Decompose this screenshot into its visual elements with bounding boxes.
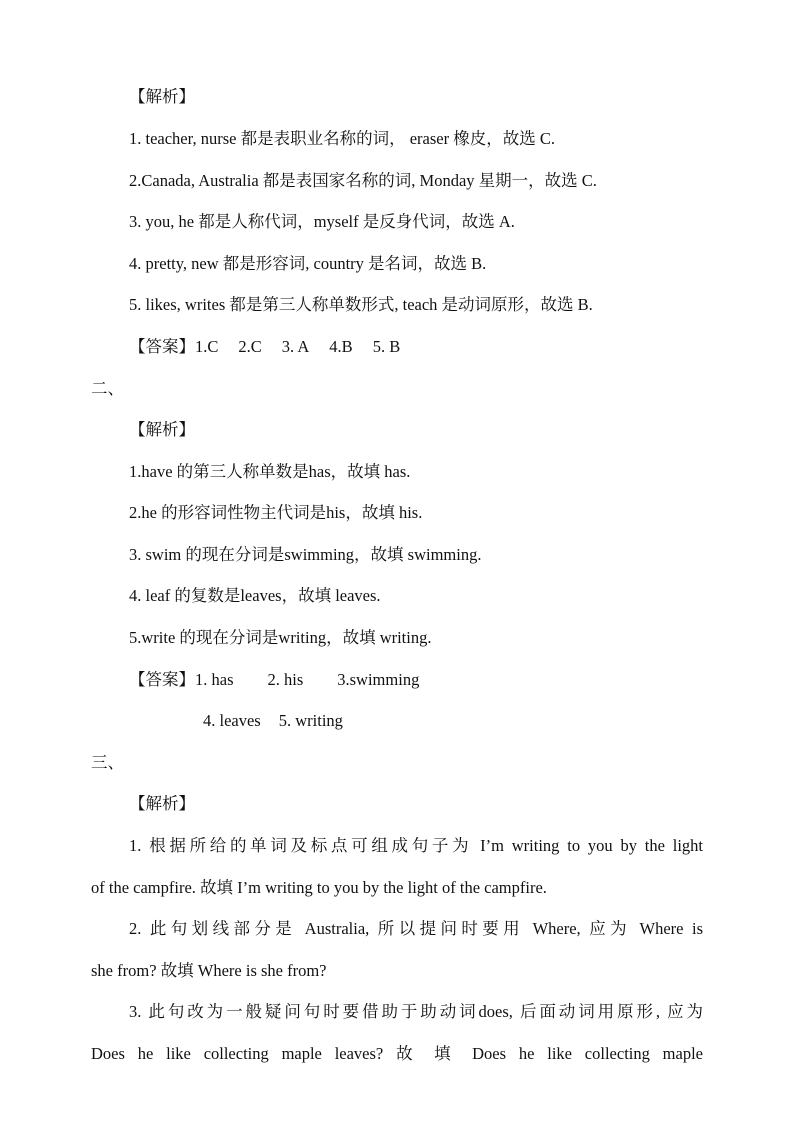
section3-number: 三、 [91, 753, 124, 772]
section1-analysis-heading: 【解析】 [129, 87, 195, 106]
section1-item-2: 2.Canada, Australia 都是表国家名称的词, Monday 星期一，故选 C. [129, 171, 597, 190]
answer-4: 4. leaves [203, 711, 261, 730]
section3-p2-line2: she from? 故填 Where is she from? [91, 961, 327, 980]
section2-item-4: 4. leaf 的复数是leaves，故填 leaves. [129, 586, 381, 605]
section3-p1-line2: of the campfire. 故填 I’m writing to you by the light of the campfire. [91, 878, 547, 897]
answer-5: 5. B [372, 337, 401, 356]
section2-answer-line-1 [129, 669, 419, 691]
section2-item-3: 3. swim 的现在分词是swimming，故填 swimming. [129, 545, 482, 564]
section1-item-1: 1. teacher, nurse 都是表职业名称的词， eraser 橡皮，故选 C. [129, 129, 555, 148]
answer-1: 1.C [195, 337, 219, 356]
answer-1: 1. has [195, 670, 234, 689]
answer-label: 【答案】 [129, 670, 195, 689]
answer-3: 3.swimming [337, 670, 420, 689]
answer-5: 5. writing [278, 711, 343, 730]
section2-analysis-heading: 【解析】 [129, 420, 195, 439]
answer-2: 2. his [267, 670, 304, 689]
answer-3: 3. A [281, 337, 310, 356]
section1-item-5: 5. likes, writes 都是第三人称单数形式, teach 是动词原形，故选 B. [129, 295, 593, 314]
section3-p2-line1: 2. 此句划线部分是 Australia, 所以提问时要用 Where, 应为 Where is [129, 919, 703, 938]
answer-label: 【答案】 [129, 337, 195, 356]
section3-p1-line1: 1. 根据所给的单词及标点可组成句子为 I’m writing to you by the light [129, 836, 703, 855]
section1-item-3: 3. you, he 都是人称代词，myself 是反身代词，故选 A. [129, 212, 515, 231]
section2-answer-line-2 [203, 710, 343, 732]
section2-item-1: 1.have 的第三人称单数是has，故填 has. [129, 462, 411, 481]
section3-analysis-heading: 【解析】 [129, 794, 195, 813]
section2-item-5: 5.write 的现在分词是writing，故填 writing. [129, 628, 432, 647]
section2-item-2: 2.he 的形容词性物主代词是his，故填 his. [129, 503, 423, 522]
answer-4: 4.B [329, 337, 353, 356]
section1-answer-line [129, 336, 400, 358]
answer-2: 2.C [238, 337, 262, 356]
section2-number: 二、 [91, 379, 124, 398]
section3-p3-line1: 3. 此句改为一般疑问句时要借助于助动词does, 后面动词用原形, 应为 [129, 1002, 703, 1021]
section1-item-4: 4. pretty, new 都是形容词, country 是名词，故选 B. [129, 254, 487, 273]
section3-p3-line2: Does he like collecting maple leaves? 故 填 Does he like collecting maple [91, 1044, 703, 1063]
